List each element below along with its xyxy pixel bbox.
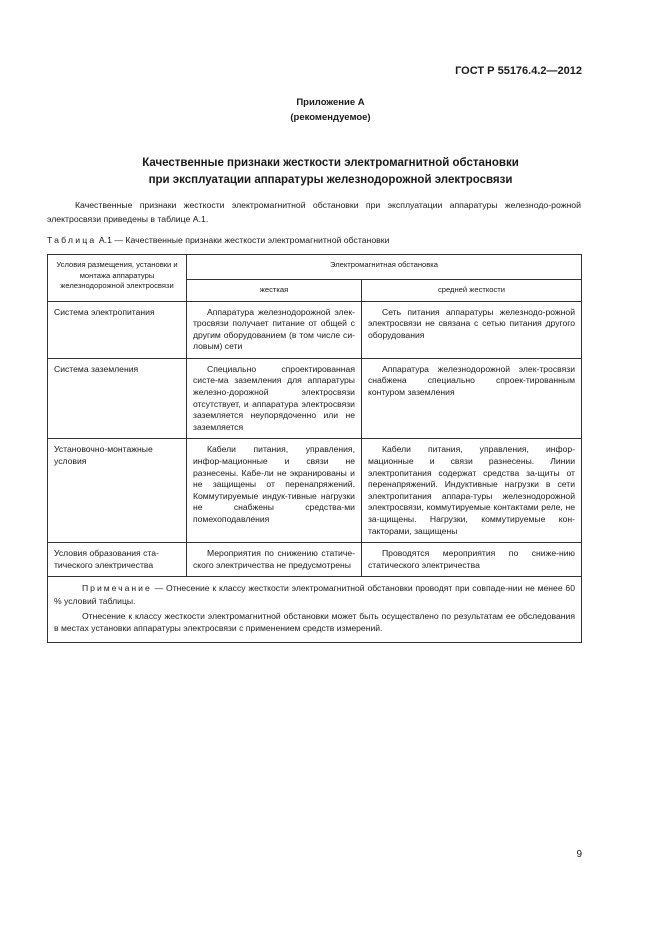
row-medium: Сеть питания аппаратуры железнодо-рожной электросвязи не связана с сетью питания другого оборудования [361, 301, 581, 358]
row-harsh: Специально спроектированная систе-ма заземления для аппаратуры железно-дорожной электросвязи отсутствует, и аппаратура электросвязи заземляется неупорядоченно или не заземляется [187, 358, 362, 439]
table-row [48, 543, 582, 577]
annex-title: Приложение А [296, 97, 365, 108]
annex-status: (рекомендуемое) [290, 112, 371, 123]
col-header-conditions: Условия размещения, установки и монтажа аппаратуры железнодорожной электросвязи [48, 255, 187, 302]
row-condition: Система электропитания [48, 301, 187, 358]
table-caption-text: А.1 — Качественные признаки жесткости электромагнитной обстановки [96, 235, 390, 245]
page-title-line-2: при эксплуатации аппаратуры железнодорожной электросвязи [148, 174, 513, 186]
page-title [0, 155, 661, 189]
table-caption [47, 235, 389, 245]
note-paragraph-1 [54, 582, 575, 606]
table-row [48, 301, 582, 358]
row-condition: Условия образования ста-тического электричества [48, 543, 187, 577]
row-harsh: Кабели питания, управления, инфор-мационные и связи не разнесены. Кабе-ли не экранированы и не защищены от перенапряжений. Коммутируемые индук-тивные нагрузки не снабжены средства-ми помехоподавления [187, 439, 362, 543]
row-condition: Система заземления [48, 358, 187, 439]
row-medium: Проводятся мероприятия по сниже-нию статического электричества [361, 543, 581, 577]
page-number: 9 [576, 849, 582, 860]
col-header-harsh: жесткая [187, 280, 362, 302]
row-medium: Аппаратура железнодорожной элек-тросвязи снабжена специально спроек-тированным контуром заземления [361, 358, 581, 439]
note-paragraph-2: Отнесение к классу жесткости электромагнитной обстановки может быть осуществлено по результатам ее обследования в местах установки аппаратуры электросвязи с применением средств измерений. [54, 610, 575, 633]
col-header-medium: средней жесткости [361, 280, 581, 302]
note-label: Примечание [82, 583, 152, 594]
row-medium: Кабели питания, управления, инфор-мационные и связи разнесены. Линии электропитания содержат средства за-щиты от перенапряжений. Индуктивные нагрузки в сети электропитания аппара-туры железнодорожной электросвязи, коммутируемые контактами реле, не за-щищены. Нагрузки, коммутируемые кон-такторами, защищены [361, 439, 581, 543]
table-row [48, 358, 582, 439]
conditions-table [47, 254, 582, 643]
row-harsh: Аппаратура железнодорожной элек-тросвязи получает питание от общей с другим оборудованием (в том числе си-ловым) сети [187, 301, 362, 358]
standard-code: ГОСТ Р 55176.4.2—2012 [455, 65, 582, 77]
intro-paragraph: Качественные признаки жесткости электромагнитной обстановки при эксплуатации аппаратуры железнодо-рожной электросвязи приведены в таблице А.1. [47, 200, 581, 224]
note-text-1: — Отнесение к классу жесткости электромагнитной обстановки проводят при совпаде-нии не менее 60 % условий таблицы. [54, 583, 575, 606]
table-header-row [48, 255, 582, 280]
table-note-row [48, 577, 582, 643]
annex-heading [0, 95, 661, 125]
col-header-group: Электромагнитная обстановка [187, 255, 582, 280]
table-note [48, 577, 582, 643]
table-caption-label: Таблица [47, 235, 97, 245]
table-row [48, 439, 582, 543]
page-title-line-1: Качественные признаки жесткости электромагнитной обстановки [142, 157, 519, 169]
row-condition: Установочно-монтажные условия [48, 439, 187, 543]
row-harsh: Мероприятия по снижению статиче-ского электричества не предусмотрены [187, 543, 362, 577]
